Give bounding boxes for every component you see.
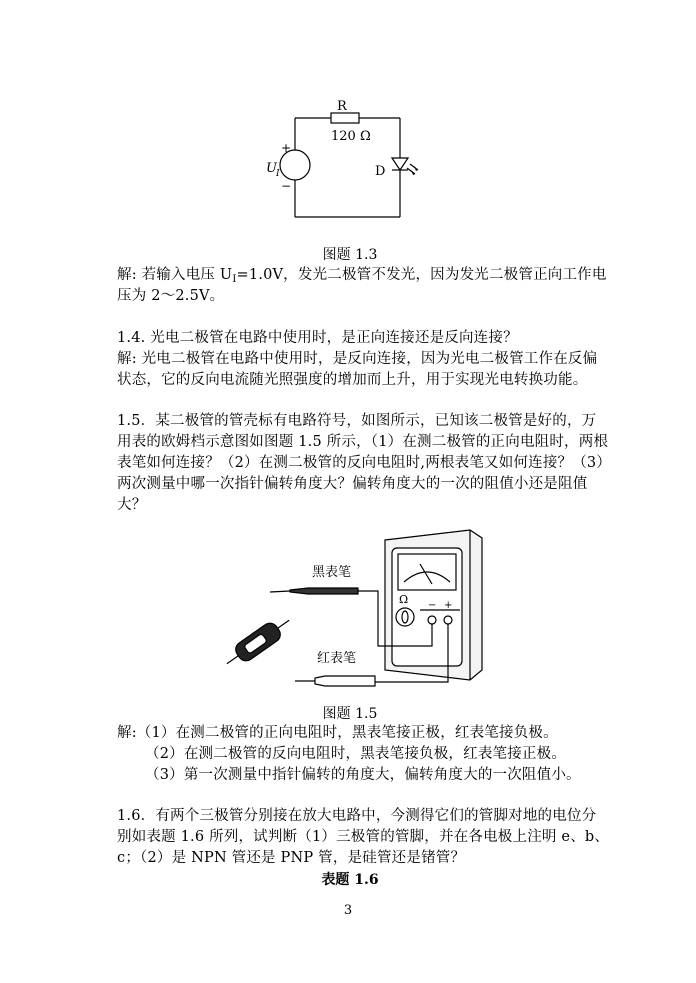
black-probe <box>290 588 358 594</box>
red-probe <box>315 676 375 686</box>
figure-caption-1-3: 图题 1.3 <box>322 247 378 263</box>
led-symbol <box>392 158 408 170</box>
resistor-symbol <box>331 113 359 123</box>
circuit-diagram-1-3 <box>255 90 435 225</box>
source-minus-label: − <box>281 179 292 193</box>
table-caption-1-6: 表题 1.6 <box>321 872 379 888</box>
multimeter-figure-1-5 <box>220 520 510 700</box>
source-label-sub: I <box>276 169 280 179</box>
diode-label: D <box>375 164 386 179</box>
question-1-6-line2: 别如表题 1.6 所列，试判断（1）三极管的管脚，并在各电极上注明 e、b、 <box>117 829 610 845</box>
question-1-5-line4: 两次测量中哪一次指针偏转角度大？偏转角度大的一次的阻值小还是阻值 <box>117 476 588 492</box>
answer-1-4-line1: 解: 光电二极管在电路中使用时，是反向连接，因为光电二极管工作在反偏 <box>117 351 598 367</box>
question-1-6-line1: 1.6．有两个三极管分别接在放大电路中，今测得它们的管脚对地的电位分 <box>117 808 597 824</box>
question-1-5-line5: 大？ <box>117 497 147 513</box>
answer-1-3-line1: 解: 若输入电压 $U_I=1.0V$，发光二极管不发光，因为发光二极管正向工作电 <box>117 267 607 285</box>
answer-1-5-line2: （2）在测二极管的反向电阻时，黑表笔接负极，红表笔接正极。 <box>145 746 567 762</box>
ohm-label: Ω <box>399 593 409 606</box>
question-1-6-line3: c；（2）是 NPN 管还是 PNP 管，是硅管还是锗管？ <box>117 850 466 866</box>
source-label: U <box>266 161 277 176</box>
question-1-4: 1.4. 光电二极管在电路中使用时，是正向连接还是反向连接？ <box>117 330 518 346</box>
question-1-5-line1: 1.5．某二极管的管壳标有电路符号，如图所示，已知该二极管是好的，万 <box>117 413 597 429</box>
figure-caption-1-5: 图题 1.5 <box>322 706 378 722</box>
answer-1-4-line2: 状态，它的反向电流随光照强度的增加而上升，用于实现光电转换功能。 <box>117 372 588 388</box>
question-1-5-line3: 表笔如何连接？（2）在测二极管的反向电阻时,两根表笔又如何连接？（3） <box>117 455 612 471</box>
question-1-5-line2: 用表的欧姆档示意图如图题 1.5 所示，（1）在测二极管的正向电阻时，两根 <box>117 434 609 450</box>
answer-1-5-line3: （3）第一次测量中指针偏转的角度大，偏转角度大的一次阻值小。 <box>145 767 581 783</box>
answer-1-5-line1: 解:（1）在测二极管的正向电阻时，黑表笔接正极，红表笔接负极。 <box>117 725 558 741</box>
page-number: 3 <box>343 903 353 918</box>
jack-plus-label: + <box>444 600 453 611</box>
diode-component <box>221 612 295 672</box>
red-probe-label: 红表笔 <box>317 651 357 666</box>
answer-1-3-line2: 压为 2～2.5V。 <box>117 288 225 304</box>
resistor-value: 120 Ω <box>331 129 371 144</box>
source-plus-label: + <box>281 141 292 155</box>
resistor-label: R <box>337 99 347 114</box>
jack-minus-label: − <box>428 600 437 611</box>
black-probe-label: 黑表笔 <box>312 565 352 580</box>
